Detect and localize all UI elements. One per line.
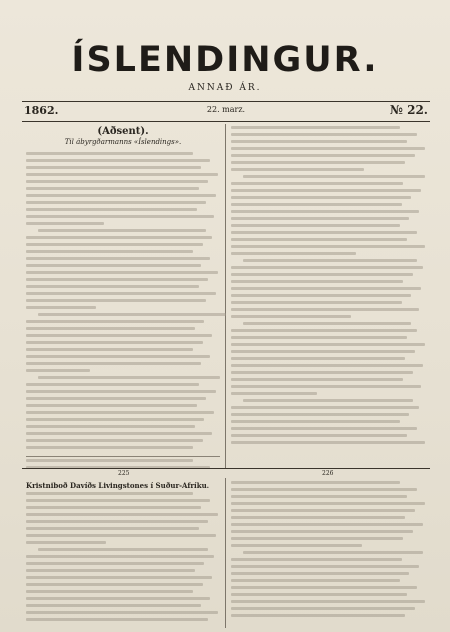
text-line [26,418,204,421]
text-line [231,441,425,444]
text-line [243,259,417,262]
text-line [26,555,214,558]
article-livingstone-body-continued [231,481,427,621]
text-line [231,392,317,395]
footnote-rule [26,456,220,457]
text-line [231,280,403,283]
article-livingstone-body [26,492,220,625]
column-divider-upper [225,124,226,468]
text-line [231,406,419,409]
text-line [231,301,402,304]
text-line [231,572,409,575]
text-line [26,590,193,593]
text-line [26,264,201,267]
text-line [231,287,421,290]
text-line [38,376,220,379]
article-body-right [231,126,427,448]
text-line [231,565,419,568]
masthead-rule-top [22,101,430,102]
text-line [26,459,193,462]
text-line [26,166,201,169]
text-line [231,329,417,332]
text-line [231,579,400,582]
text-line [26,306,96,309]
text-line [243,551,423,554]
text-line [231,488,417,491]
text-line [26,278,208,281]
text-line [26,520,208,523]
text-line [231,350,415,353]
text-line [26,152,193,155]
text-line [231,126,400,129]
text-line [26,576,212,579]
text-line [231,168,364,171]
text-line [26,180,208,183]
issue-number: № 22. [389,103,428,117]
text-line [231,245,425,248]
text-line [26,327,195,330]
text-line [26,432,212,435]
text-line [26,194,216,197]
text-line [231,523,423,526]
text-line [231,434,407,437]
text-line [231,371,413,374]
text-line [231,427,417,430]
article-heading: (Aðsent). [97,126,149,137]
text-line [231,189,421,192]
text-line [26,257,210,260]
text-line [26,404,197,407]
text-line [26,513,218,516]
masthead-rule-bottom [22,121,430,122]
text-line [26,285,199,288]
text-line [231,266,423,269]
text-line [26,446,193,449]
text-line [231,217,409,220]
column-divider-lower [225,478,226,628]
text-line [231,210,419,213]
text-line [231,147,425,150]
text-line [231,343,425,346]
text-line [26,506,201,509]
text-line [243,399,414,402]
text-line [231,273,413,276]
text-line [231,481,400,484]
text-line [231,308,419,311]
text-line [26,320,204,323]
text-line [231,537,403,540]
text-line [231,133,417,136]
text-line [26,215,214,218]
text-line [231,495,407,498]
text-line [231,315,351,318]
text-line [26,236,212,239]
text-line [231,140,407,143]
text-line [26,334,212,337]
article-body-left [26,152,220,453]
text-line [231,154,415,157]
text-line [26,369,90,372]
text-line [231,294,411,297]
text-line [231,182,403,185]
text-line [231,238,407,241]
text-line [231,593,407,596]
text-line [26,597,210,600]
text-line [231,231,417,234]
text-line [26,250,193,253]
text-line [26,534,216,537]
text-line [26,159,210,162]
text-line [231,385,421,388]
text-line [26,569,195,572]
masthead-subtitle: ANNAÐ ÁR. [188,83,262,93]
text-line [231,600,425,603]
text-line [26,222,104,225]
text-line [26,583,203,586]
text-line [231,224,400,227]
text-line [38,548,209,551]
text-line [26,383,199,386]
text-line [26,411,214,414]
masthead-title: ÍSLENDINGUR. [71,40,379,80]
text-line [231,378,403,381]
text-line [26,611,218,614]
text-line [231,516,405,519]
page-number-right: 226 [322,470,334,477]
text-line [231,413,409,416]
text-line [26,355,210,358]
dateline [24,104,428,120]
text-line [231,252,356,255]
text-line [26,397,206,400]
text-line [231,502,425,505]
issue-year: 1862. [24,104,59,117]
text-line [26,362,201,365]
text-line [243,322,412,325]
issue-date: 22. marz. [206,105,246,114]
text-line [231,544,362,547]
text-line [26,187,199,190]
text-line [26,292,216,295]
text-line [26,299,206,302]
text-line [26,271,218,274]
text-line [231,161,405,164]
text-line [26,439,203,442]
text-line [26,527,199,530]
text-line [38,313,226,316]
text-line [231,614,405,617]
text-line [26,341,203,344]
article-subheading: Til ábyrgðarmanns «Íslendings». [64,138,182,146]
text-line [26,541,106,544]
text-line [26,173,218,176]
text-line [231,509,415,512]
article-aðsent [26,126,220,146]
text-line [231,558,402,561]
text-line [26,348,193,351]
text-line [231,420,400,423]
text-line [26,618,208,621]
text-line [26,562,204,565]
text-line [26,492,193,495]
text-line [26,604,201,607]
text-line [231,607,415,610]
text-line [26,499,210,502]
text-line [38,229,207,232]
text-line [231,203,402,206]
text-line [231,336,407,339]
text-line [26,425,195,428]
section-rule [22,468,430,469]
text-line [243,175,425,178]
text-line [26,201,206,204]
text-line [26,243,203,246]
page-number-left: 225 [118,470,130,477]
article-livingstone-heading: Kristniboð Davíðs Livingstones í Suður-Afríku. [26,481,210,490]
text-line [26,390,216,393]
text-line [231,530,413,533]
text-line [26,208,197,211]
text-line [231,196,411,199]
text-line [231,357,405,360]
text-line [231,586,417,589]
text-line [231,364,423,367]
